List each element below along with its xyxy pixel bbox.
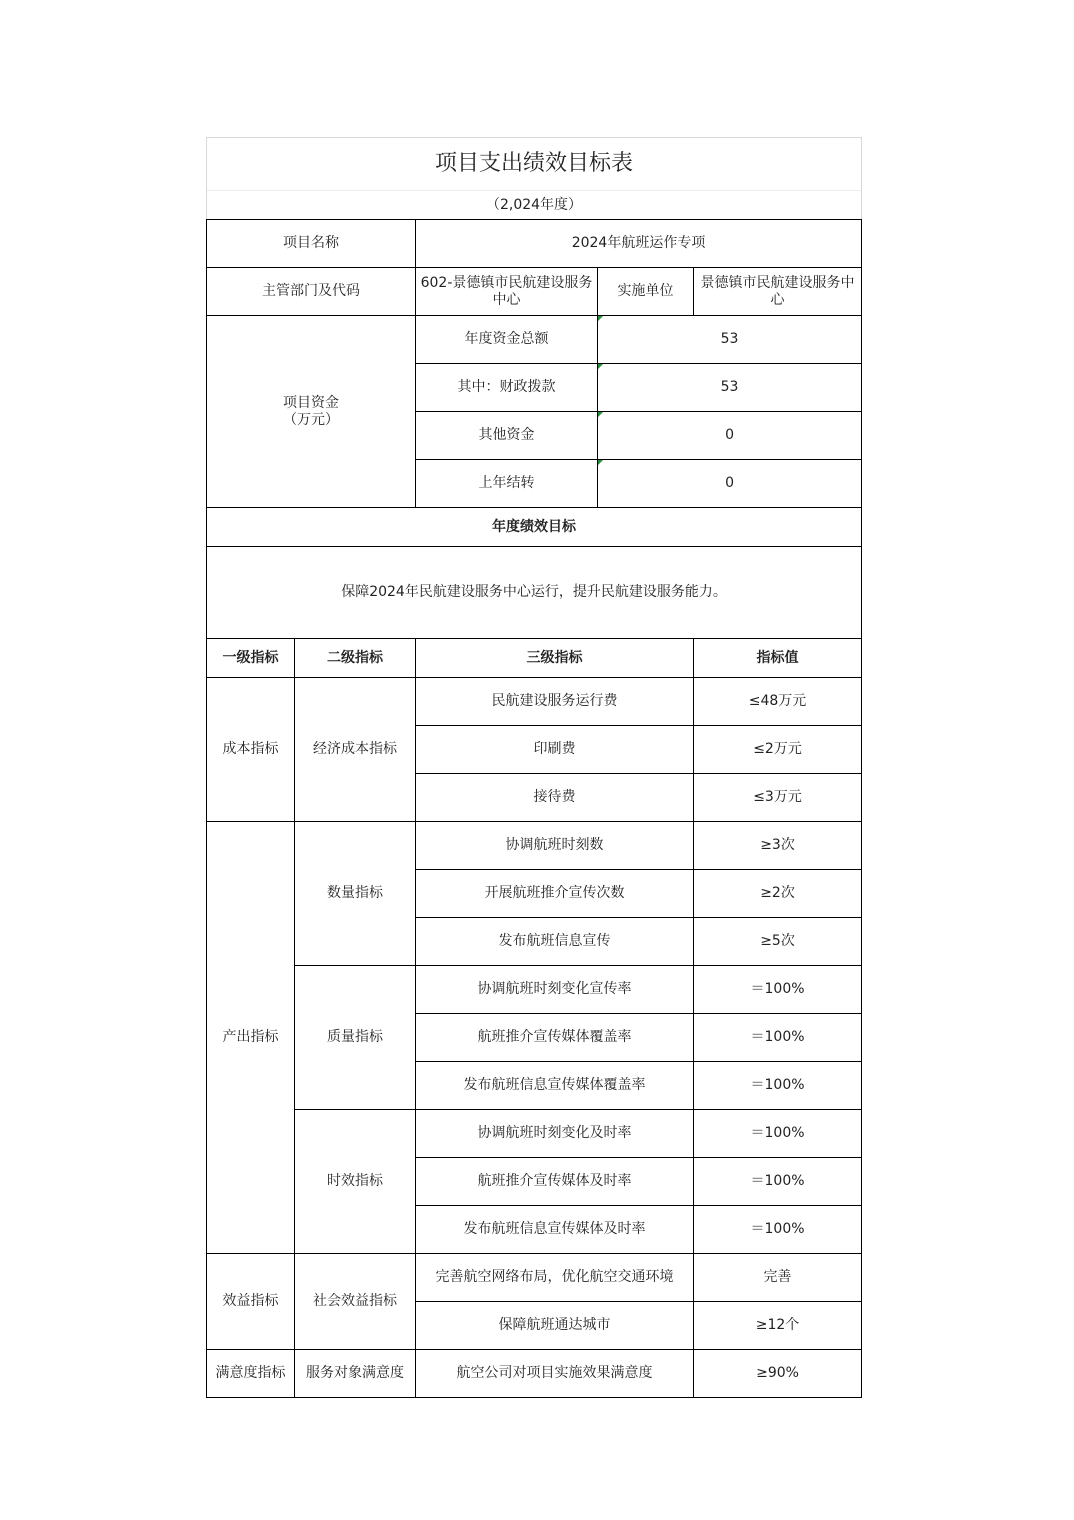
project-name-label: 项目名称: [207, 220, 416, 268]
indicator-name: 保障航班通达城市: [416, 1302, 694, 1350]
indicator-name: 协调航班时刻数: [416, 822, 694, 870]
level1-output: 产出指标: [207, 822, 295, 1254]
indicator-value: ＝100%: [694, 1014, 862, 1062]
impl-unit-value: 景德镇市民航建设服务中心: [694, 268, 862, 316]
annual-goal-header: 年度绩效目标: [207, 508, 862, 547]
indicator-value-header: 指标值: [694, 639, 862, 678]
impl-unit-label: 实施单位: [598, 268, 694, 316]
annual-goal-text: 保障2024年民航建设服务中心运行，提升民航建设服务能力。: [207, 547, 862, 639]
level1-header: 一级指标: [207, 639, 295, 678]
indicator-value: ＝100%: [694, 1110, 862, 1158]
performance-target-sheet: [206, 137, 861, 1398]
level1-cost: 成本指标: [207, 678, 295, 822]
indicator-value: ＝100%: [694, 1062, 862, 1110]
indicator-name: 完善航空网络布局，优化航空交通环境: [416, 1254, 694, 1302]
level2-economic-cost: 经济成本指标: [295, 678, 416, 822]
table-title: 项目支出绩效目标表: [207, 138, 862, 191]
indicator-value: ≥5次: [694, 918, 862, 966]
fund-row-value: 0: [598, 460, 862, 508]
fund-row-label: 上年结转: [416, 460, 598, 508]
fund-row-label: 其他资金: [416, 412, 598, 460]
project-name-value: 2024年航班运作专项: [416, 220, 862, 268]
level2-service-satisfaction: 服务对象满意度: [295, 1350, 416, 1398]
indicator-name: 协调航班时刻变化及时率: [416, 1110, 694, 1158]
indicator-name: 航班推介宣传媒体及时率: [416, 1158, 694, 1206]
indicator-value: ≤3万元: [694, 774, 862, 822]
fund-row-value: 53: [598, 316, 862, 364]
indicator-name: 航班推介宣传媒体覆盖率: [416, 1014, 694, 1062]
dept-label: 主管部门及代码: [207, 268, 416, 316]
indicator-value: ＝100%: [694, 966, 862, 1014]
fund-row-value: 0: [598, 412, 862, 460]
level2-header: 二级指标: [295, 639, 416, 678]
indicator-name: 发布航班信息宣传媒体覆盖率: [416, 1062, 694, 1110]
indicator-name: 发布航班信息宣传媒体及时率: [416, 1206, 694, 1254]
indicator-value: ＝100%: [694, 1206, 862, 1254]
indicator-name: 开展航班推介宣传次数: [416, 870, 694, 918]
indicator-value: ≥12个: [694, 1302, 862, 1350]
indicator-value: ≥3次: [694, 822, 862, 870]
indicator-name: 协调航班时刻变化宣传率: [416, 966, 694, 1014]
indicator-value: ≥90%: [694, 1350, 862, 1398]
indicator-name: 发布航班信息宣传: [416, 918, 694, 966]
fund-row-label: 其中：财政拨款: [416, 364, 598, 412]
indicator-value: ≤48万元: [694, 678, 862, 726]
funds-label: 项目资金 （万元）: [207, 316, 416, 508]
fund-row-label: 年度资金总额: [416, 316, 598, 364]
fiscal-year: （2,024年度）: [207, 191, 862, 220]
indicator-name: 印刷费: [416, 726, 694, 774]
indicator-value: ≤2万元: [694, 726, 862, 774]
indicator-name: 接待费: [416, 774, 694, 822]
indicator-name: 民航建设服务运行费: [416, 678, 694, 726]
dept-value: 602-景德镇市民航建设服务中心: [416, 268, 598, 316]
indicator-value: ＝100%: [694, 1158, 862, 1206]
indicator-value: 完善: [694, 1254, 862, 1302]
performance-target-table: [206, 137, 862, 1398]
indicator-name: 航空公司对项目实施效果满意度: [416, 1350, 694, 1398]
level2-quantity: 数量指标: [295, 822, 416, 966]
fund-row-value: 53: [598, 364, 862, 412]
level1-satisfaction: 满意度指标: [207, 1350, 295, 1398]
level2-social-benefit: 社会效益指标: [295, 1254, 416, 1350]
level1-benefit: 效益指标: [207, 1254, 295, 1350]
level3-header: 三级指标: [416, 639, 694, 678]
level2-timeliness: 时效指标: [295, 1110, 416, 1254]
level2-quality: 质量指标: [295, 966, 416, 1110]
indicator-value: ≥2次: [694, 870, 862, 918]
